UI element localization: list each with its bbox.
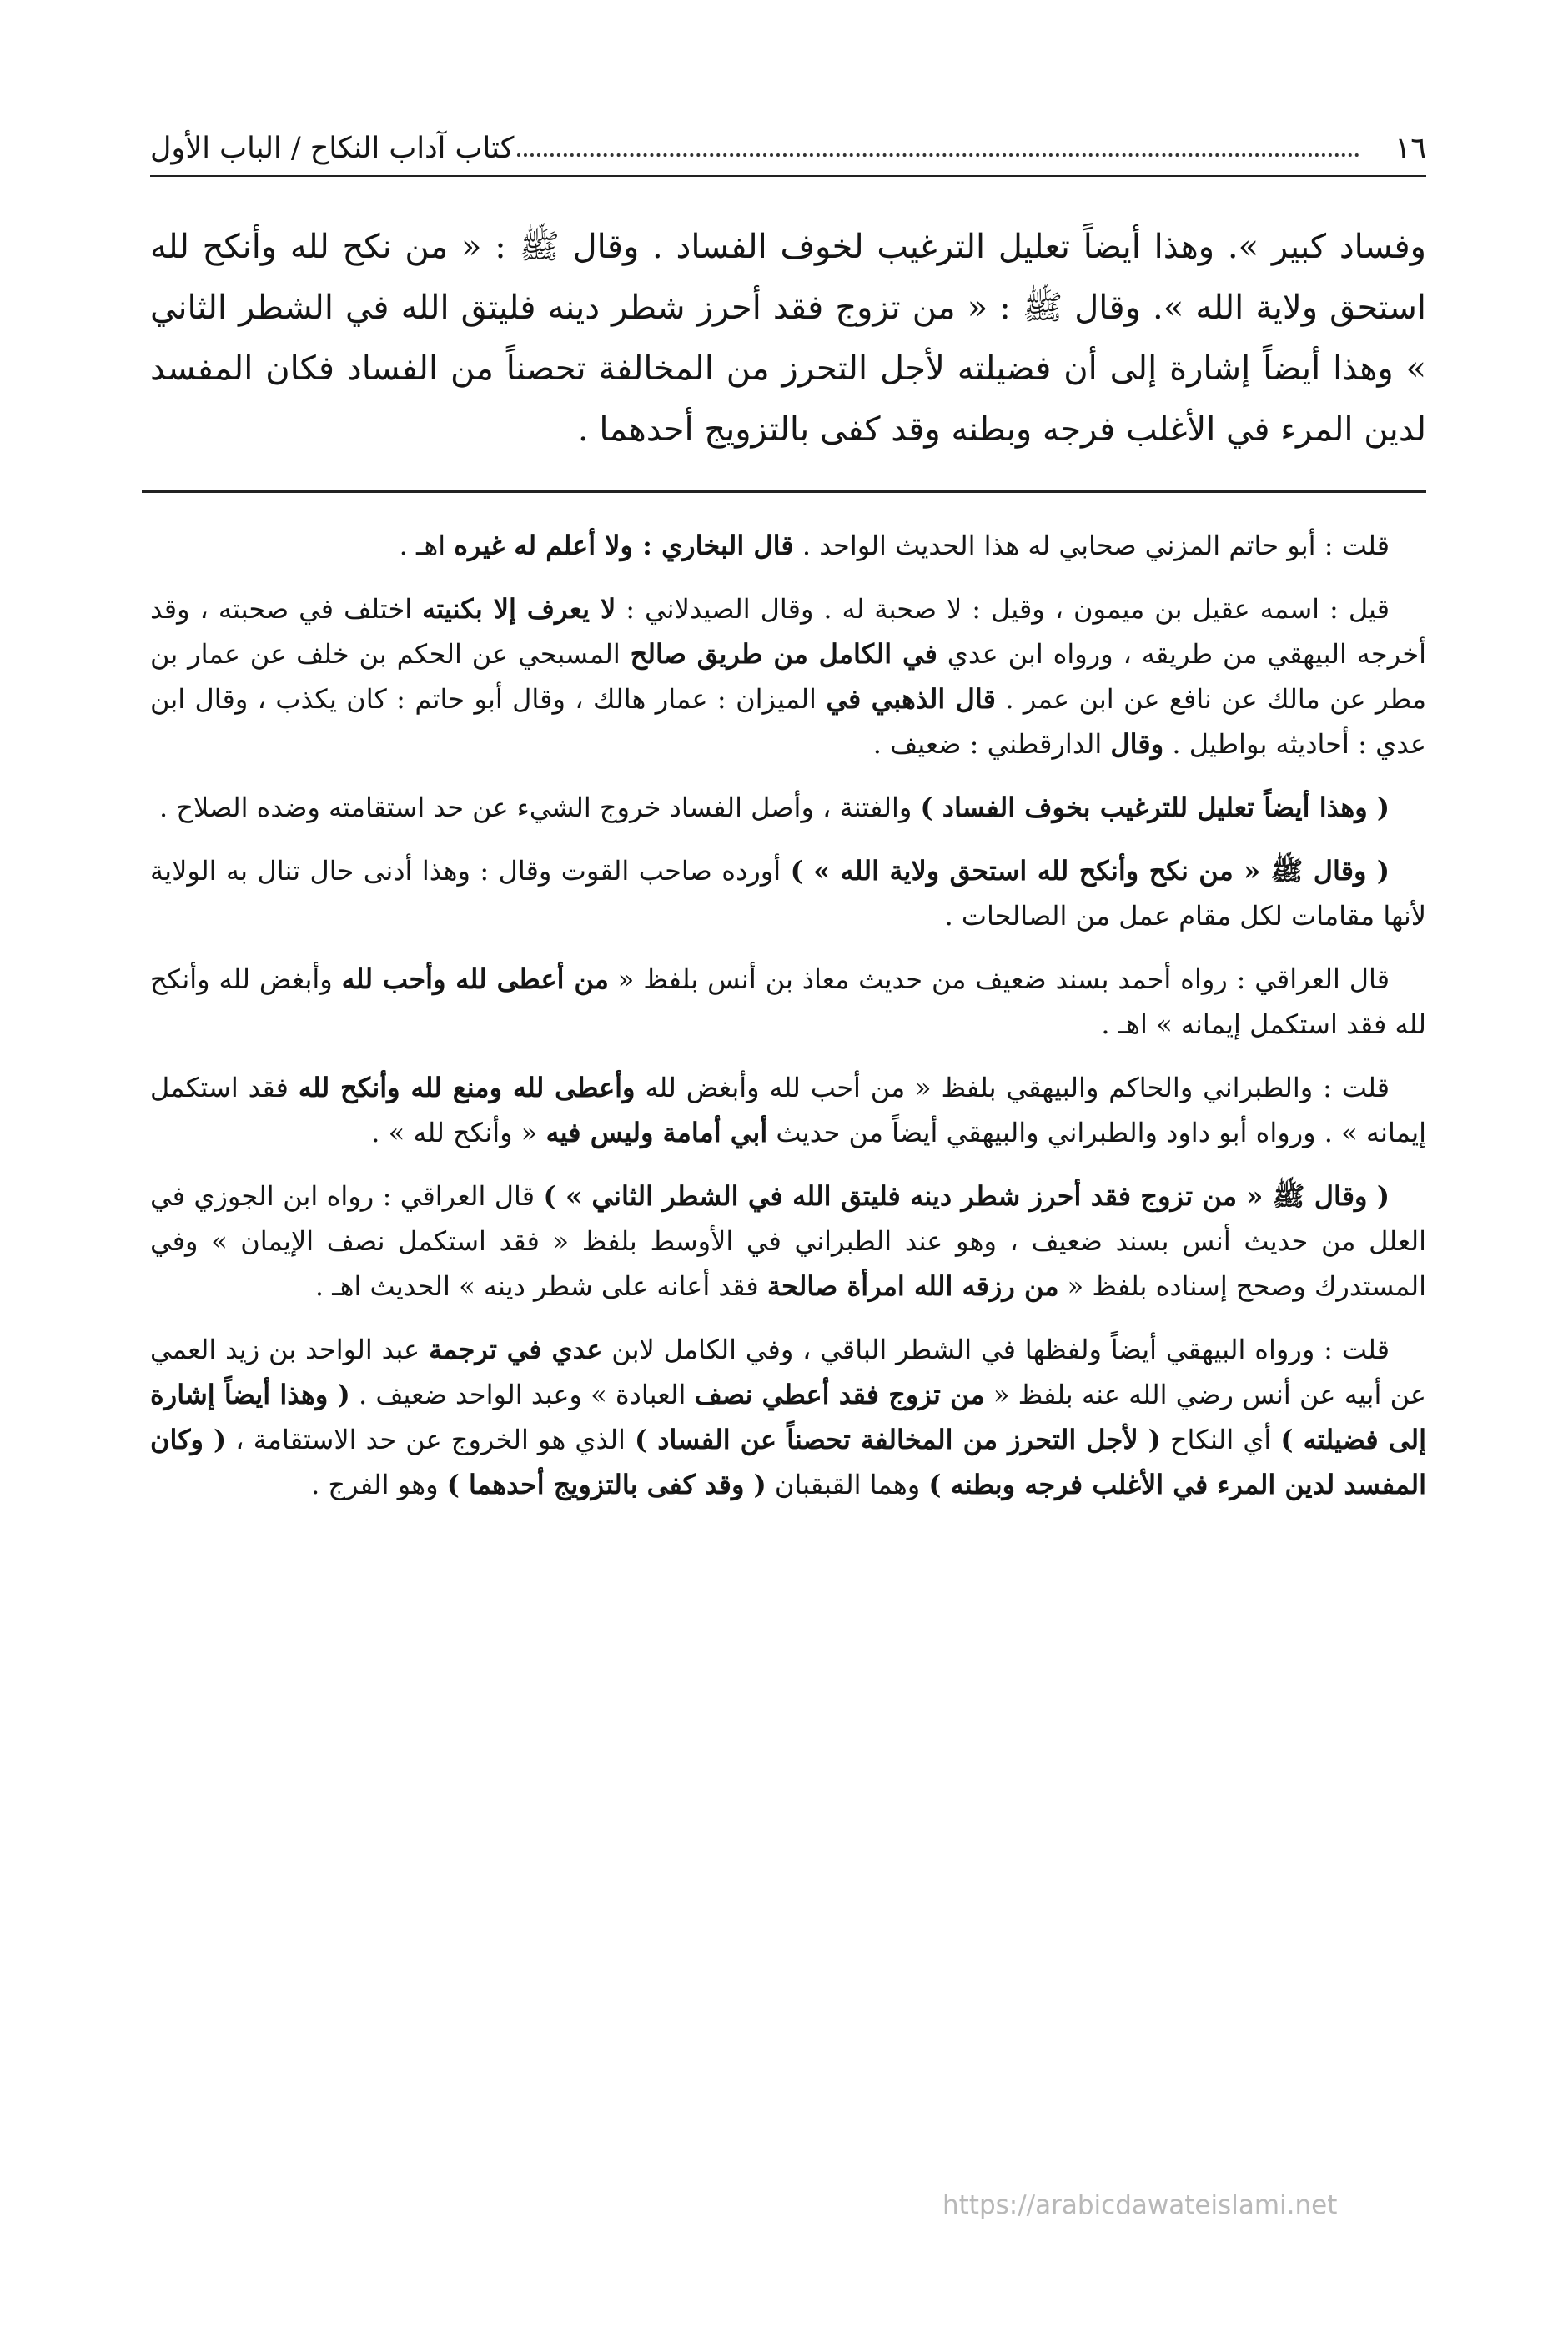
bold-phrase: عدي في ترجمة [428, 1334, 603, 1365]
text-run: الميزان : عمار هالك ، وقال أبو حاتم : كان يكذب ، وقال ابن عدي : أحاديثه بواطيل . [150, 683, 1426, 760]
bold-phrase: من تزوج فقد أعطي نصف [694, 1379, 985, 1410]
text-run: وهو الفرج . [311, 1469, 447, 1500]
running-title: كتاب آداب النكاح / الباب الأول [150, 132, 515, 165]
page-number: ١٦ [1395, 132, 1426, 165]
commentary-paragraph [150, 523, 1426, 568]
bold-phrase: من رزقه الله امرأة صالحة [766, 1270, 1059, 1302]
bold-phrase: ( وقد كفى بالتزويج أحدهما ) [446, 1469, 766, 1500]
page-header [150, 125, 1426, 177]
commentary-paragraph [150, 586, 1426, 766]
commentary-paragraph [150, 957, 1426, 1047]
book-page [150, 125, 1426, 1525]
commentary-paragraph [150, 848, 1426, 938]
text-run: اهـ . [399, 530, 455, 561]
text-run: أورده صاحب القوت وقال : وهذا أدنى حال تنال به الولاية لأنها مقامات لكل مقام عمل من الصالحات . [150, 855, 1426, 932]
text-run: قال العراقي : رواه أحمد بسند ضعيف من حديث معاذ بن أنس بلفظ « [608, 963, 1390, 995]
bold-phrase: أبي أمامة وليس فيه [545, 1117, 768, 1148]
bold-phrase: ( لأجل التحرز من المخالفة تحصناً عن الفساد ) [635, 1424, 1161, 1455]
header-dotted-leader [517, 153, 1359, 157]
bold-phrase: ( وقال ﷺ « من تزوج فقد أحرز شطر دينه فليتق الله في الشطر الثاني » ) [543, 1180, 1390, 1212]
bold-phrase: من أعطى لله وأحب لله [341, 963, 609, 995]
commentary-paragraph [150, 1174, 1426, 1309]
text-run: قيل : اسمه عقيل بن ميمون ، وقيل : لا صحبة له . وقال الصيدلاني : [616, 593, 1390, 625]
text-run: اختلف في صحبته ، وقد أخرجه البيهقي من طريقه ، ورواه ابن عدي [150, 593, 1427, 670]
text-run: فقد أعانه على شطر دينه » الحديث اهـ . [314, 1270, 767, 1302]
footnote-divider [142, 490, 1426, 493]
commentary-paragraph [150, 1065, 1426, 1155]
text-run: قلت : والطبراني والحاكم والبيهقي بلفظ « من أحب لله وأبغض لله [635, 1072, 1390, 1103]
bold-phrase: في الكامل من طريق صالح [630, 638, 937, 670]
bold-phrase: وقال [1110, 728, 1164, 760]
text-run: فقد استكمل إيمانه » . ورواه أبو داود والطبراني والبيهقي أيضاً من حديث [150, 1072, 1426, 1148]
text-run: أي النكاح [1160, 1424, 1281, 1455]
text-run: العبادة » وعبد الواحد ضعيف . [349, 1379, 695, 1410]
commentary-paragraph [150, 1327, 1426, 1507]
text-run: قلت : ورواه البيهقي أيضاً ولفظها في الشطر الباقي ، وفي الكامل لابن [602, 1334, 1390, 1365]
text-run: وأبغض لله وأنكح لله فقد استكمل إيمانه » اهـ . [150, 963, 1426, 1040]
text-run: وهما القبقبان [766, 1469, 929, 1500]
text-run: الذي هو الخروج عن حد الاستقامة ، [226, 1424, 636, 1455]
bold-phrase: ( وقال ﷺ « من نكح وأنكح لله استحق ولاية الله » ) [790, 855, 1390, 887]
bold-phrase: ( وكان المفسد لدين المرء في الأغلب فرجه وبطنه ) [150, 1424, 1426, 1500]
text-run: « وأنكح لله » . [371, 1117, 546, 1148]
bold-phrase: قال البخاري : ولا أعلم له غيره [454, 530, 794, 561]
bold-phrase: وأعطى لله ومنع لله وأنكح لله [298, 1072, 636, 1103]
bold-phrase: ( وهذا أيضاً إشارة إلى فضيلته ) [150, 1379, 1427, 1455]
bold-phrase: قال الذهبي في [826, 683, 996, 715]
text-run: قال العراقي : رواه ابن الجوزي في العلل من حديث أنس بسند ضعيف ، وهو عند الطبراني في الأوسط بلفظ « فقد استكمل نصف الإيمان » وفي المستدرك وصحح إسناده بلفظ « [150, 1180, 1427, 1302]
text-run: الدارقطني : ضعيف . [872, 728, 1111, 760]
commentary-paragraph [150, 785, 1426, 830]
text-run: والفتنة ، وأصل الفساد خروج الشيء عن حد استقامته وضده الصلاح . [158, 792, 921, 823]
text-run: المسبحي عن الحكم بن خلف عن عمار بن مطر عن مالك عن نافع عن ابن عمر . [150, 638, 1427, 715]
text-run: قلت : أبو حاتم المزني صحابي له هذا الحديث الواحد . [793, 530, 1390, 561]
text-run: عبد الواحد بن زيد العمي عن أبيه عن أنس رضي الله عنه بلفظ « [150, 1334, 1427, 1410]
source-watermark[interactable]: https://arabicdawateislami.net [942, 2190, 1338, 2220]
commentary [150, 523, 1426, 1507]
main-text: وفساد كبير ». وهذا أيضاً تعليل الترغيب لخوف الفساد . وقال ﷺ : « من نكح لله وأنكح لله استحق ولاية الله ». وقال ﷺ : « من تزوج فقد أحرز شطر دينه فليتق الله في الشطر الثاني » وهذا أيضاً إشارة إلى أن فضيلته لأجل التحرز من المخالفة تحصناً من الفساد فكان المفسد لدين المرء في الأغلب فرجه وبطنه وقد كفى بالتزويج أحدهما . [150, 228, 1426, 449]
bold-phrase: ( وهذا أيضاً تعليل للترغيب بخوف الفساد ) [920, 792, 1390, 823]
bold-phrase: لا يعرف إلا بكنيته [422, 593, 616, 625]
